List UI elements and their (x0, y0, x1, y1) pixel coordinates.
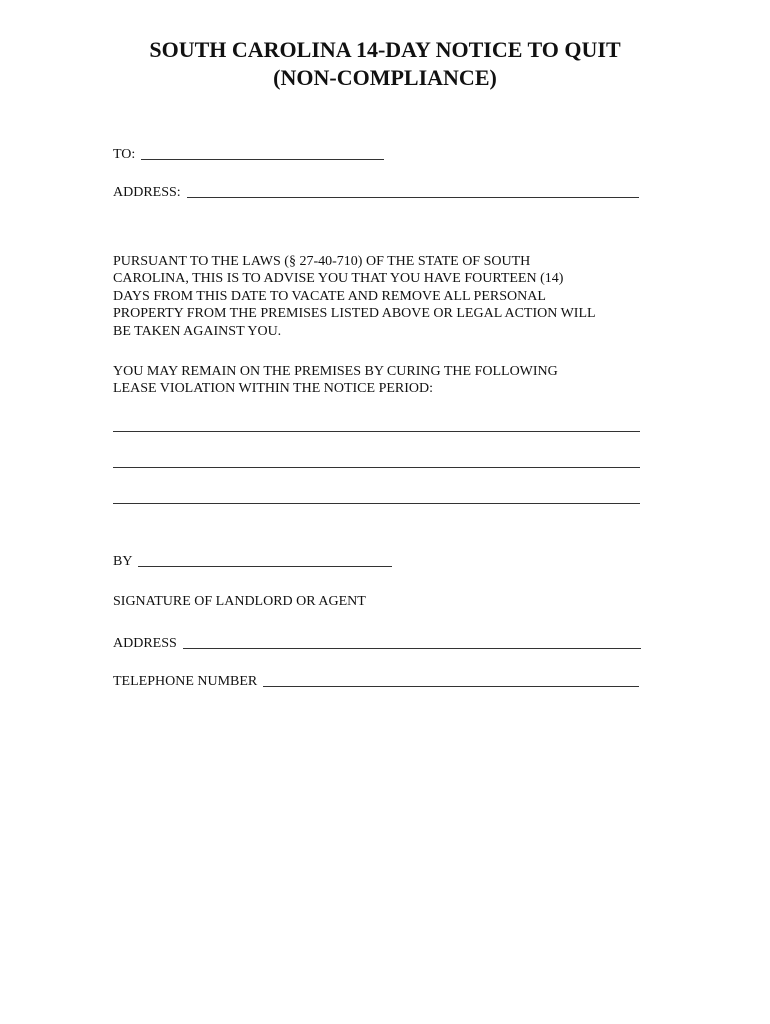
violation-line-1[interactable] (113, 431, 640, 432)
address-label: ADDRESS: (113, 185, 181, 200)
to-field (113, 146, 384, 163)
violation-line-2[interactable] (113, 467, 640, 468)
notice-line: PROPERTY FROM THE PREMISES LISTED ABOVE OR LEGAL ACTION WILL (113, 306, 596, 322)
cure-line: LEASE VIOLATION WITHIN THE NOTICE PERIOD: (113, 381, 434, 397)
notice-line: PURSUANT TO THE LAWS (§ 27-40-710) OF THE STATE OF SOUTH (113, 254, 531, 269)
by-field (113, 553, 392, 570)
cure-paragraph (113, 363, 658, 398)
document-title: SOUTH CAROLINA 14-DAY NOTICE TO QUIT (149, 37, 621, 62)
cure-line: YOU MAY REMAIN ON THE PREMISES BY CURING THE FOLLOWING (113, 364, 558, 379)
address-input-line[interactable] (187, 196, 639, 198)
by-label: BY (113, 554, 133, 569)
by-signature-line[interactable] (138, 565, 392, 567)
violation-line-3[interactable] (113, 503, 640, 504)
to-label: TO: (113, 147, 136, 162)
document-subtitle: (NON-COMPLIANCE) (273, 65, 497, 90)
landlord-address-label: ADDRESS (113, 636, 177, 651)
signature-label: SIGNATURE OF LANDLORD OR AGENT (113, 594, 366, 609)
telephone-line[interactable] (263, 685, 639, 687)
notice-paragraph (113, 253, 658, 340)
notice-line: CAROLINA, THIS IS TO ADVISE YOU THAT YOU HAVE FOURTEEN (14) (113, 271, 564, 287)
signature-caption (113, 593, 366, 610)
address-field (113, 184, 639, 201)
to-input-line[interactable] (141, 158, 384, 160)
notice-line: DAYS FROM THIS DATE TO VACATE AND REMOVE ALL PERSONAL (113, 288, 546, 304)
telephone-field (113, 673, 639, 690)
notice-line: BE TAKEN AGAINST YOU. (113, 323, 282, 339)
landlord-address-line[interactable] (183, 647, 641, 649)
telephone-label: TELEPHONE NUMBER (113, 674, 258, 689)
landlord-address-field (113, 635, 641, 652)
